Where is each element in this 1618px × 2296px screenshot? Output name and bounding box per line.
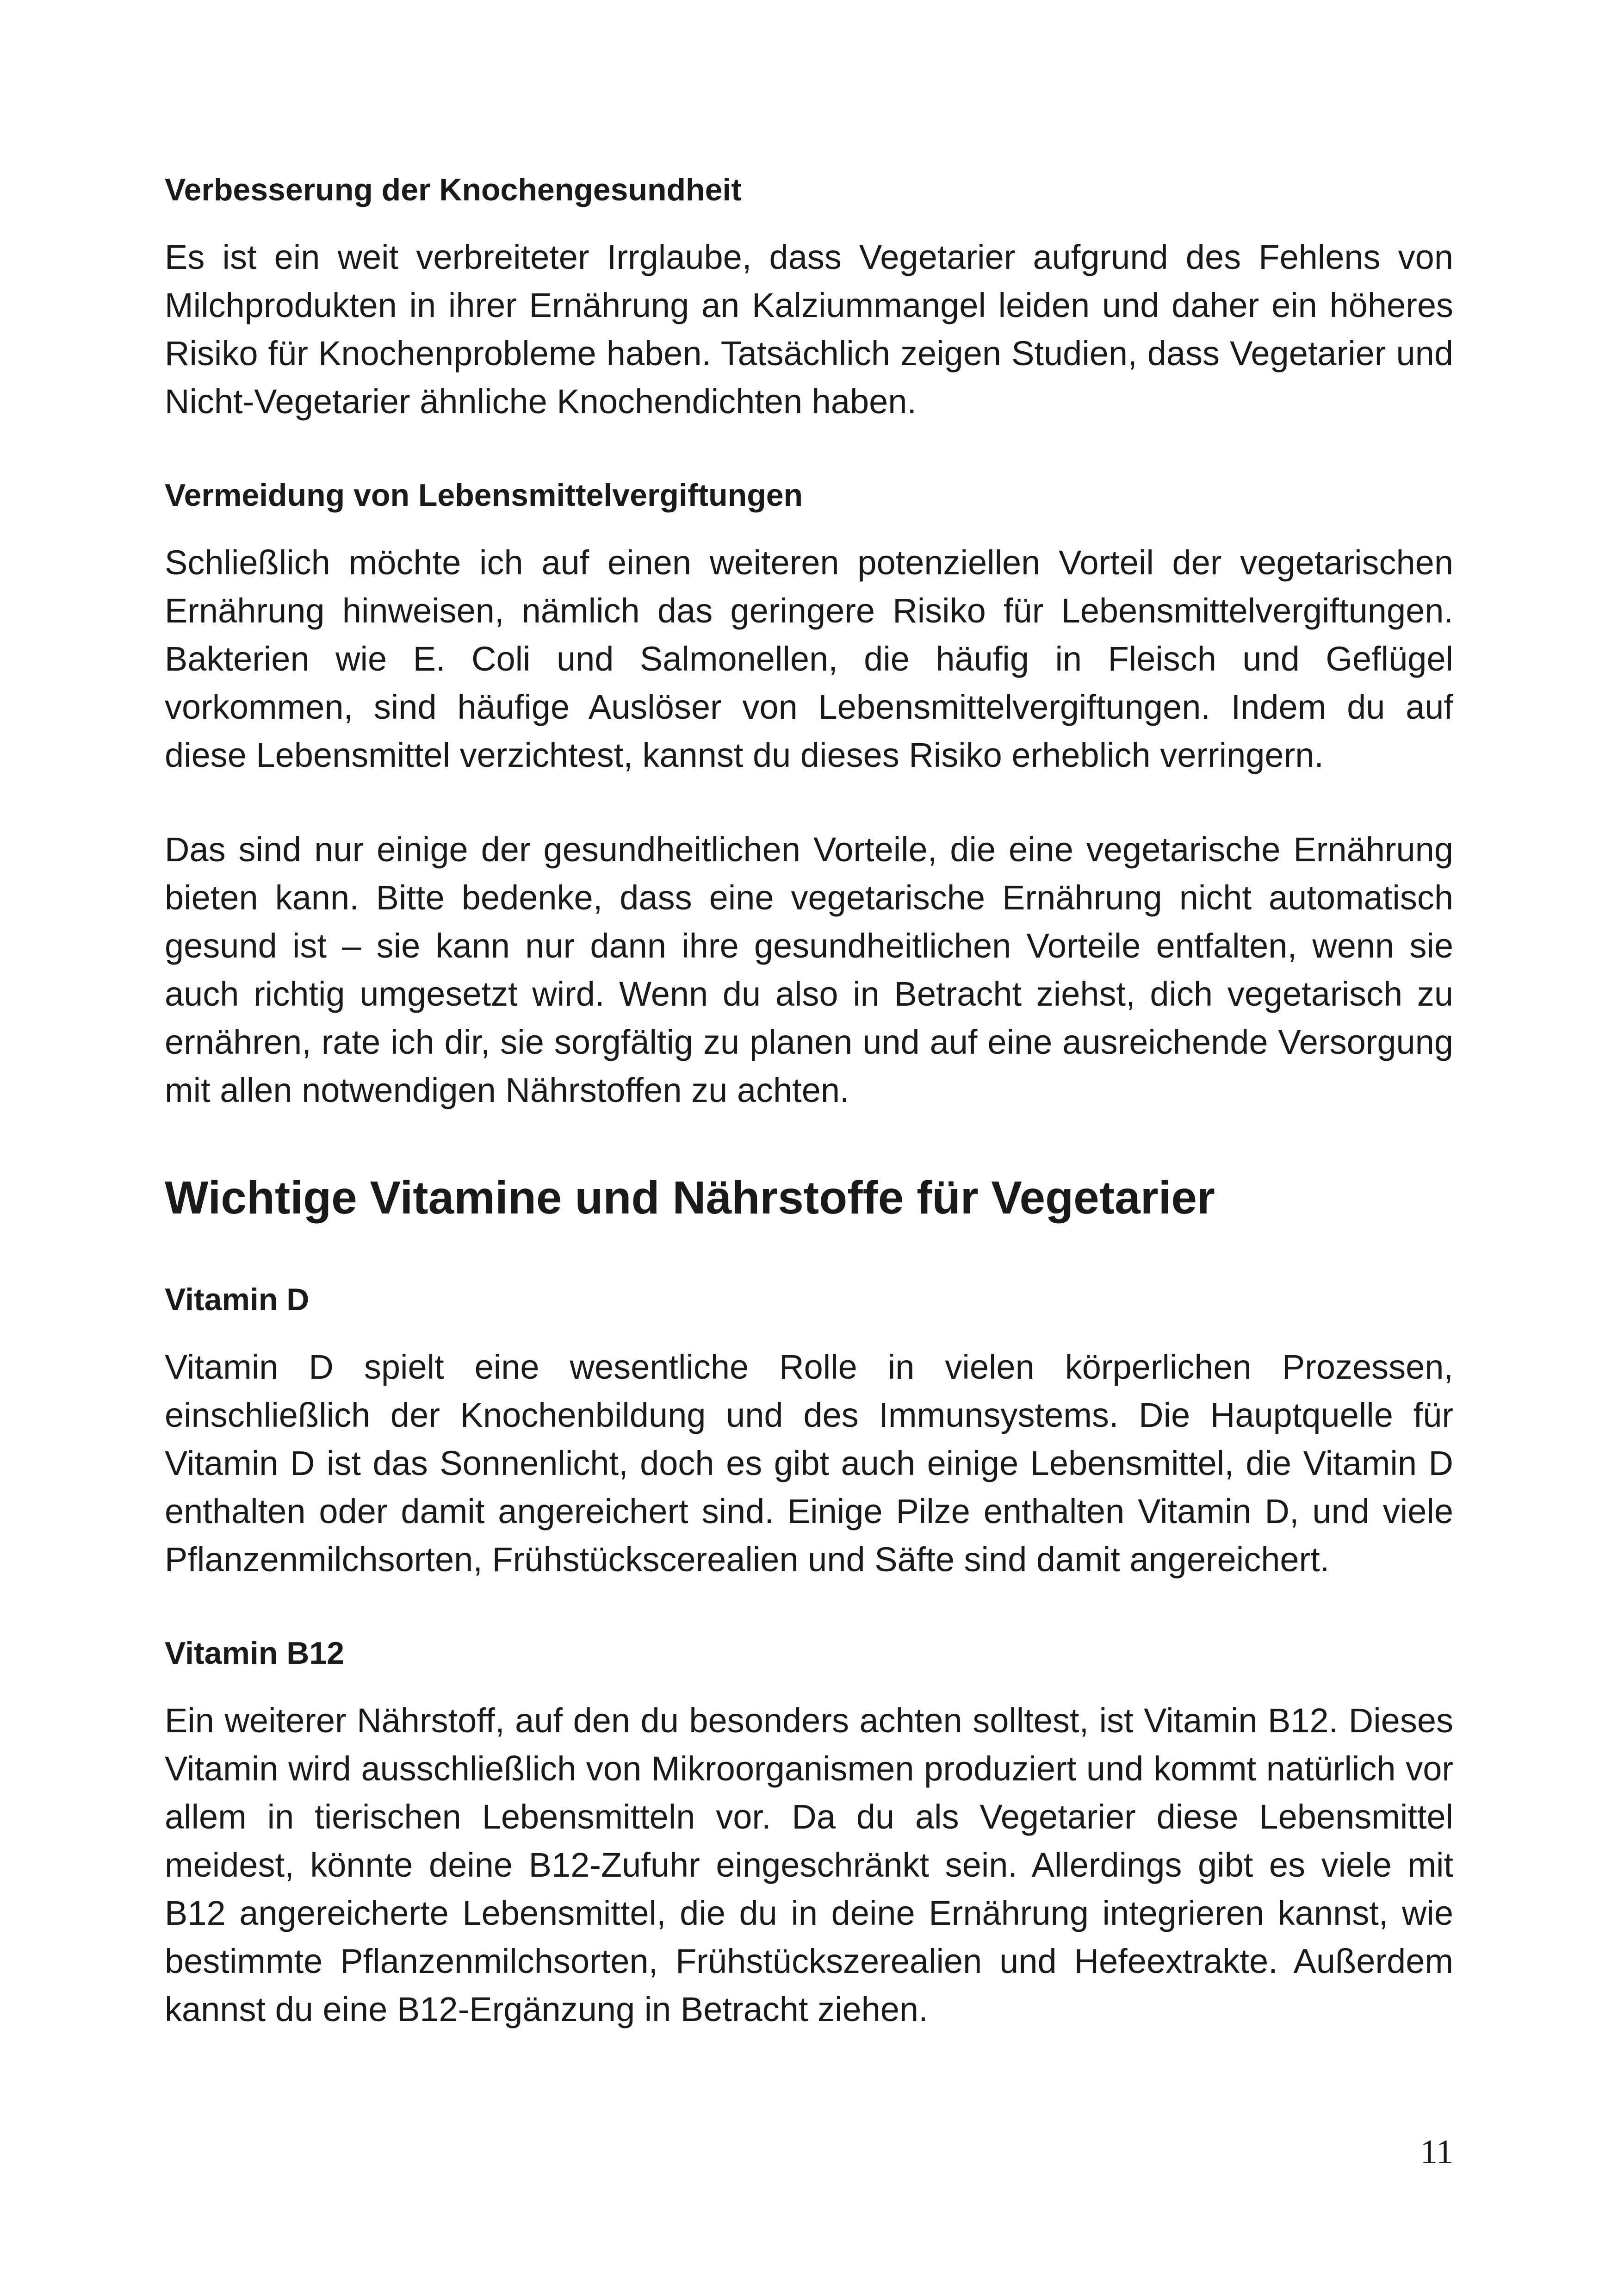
paragraph-vitamin-b12: Ein weiterer Nährstoff, auf den du besonders achten solltest, ist Vitamin B12. Dieses Vitamin wird ausschließlich von Mikroorganismen produziert und kommt natürlich vor allem in tierischen Lebensmitteln vor. Da du als Vegetarier diese Lebensmittel meidest, könnte deine B12-Zufuhr eingeschränkt sein. Allerdings gibt es viele mit B12 angereicherte Lebensmittel, die du in deine Ernährung integrieren kannst, wie bestimmte Pflanzenmilchsorten, Frühstückszerealien und Hefeextrakte. Außerdem kannst du eine B12-Ergänzung in Betracht ziehen. [165, 1701, 1453, 2028]
paragraph-summary: Das sind nur einige der gesundheitlichen Vorteile, die eine vegetarische Ernährung bieten kann. Bitte bedenke, dass eine vegetarische Ernährung nicht automatisch gesund ist – sie kann nur dann ihre gesundheitlichen Vorteile entfalten, wenn sie auch richtig umgesetzt wird. Wenn du also in Betracht ziehst, dich vegetarisch zu ernähren, rate ich dir, sie sorgfältig zu planen und auf eine ausreichende Versorgung mit allen notwendigen Nährstoffen zu achten. [165, 830, 1453, 1109]
paragraph-vitamin-d: Vitamin D spielt eine wesentliche Rolle in vielen körperlichen Prozessen, einschließlich der Knochenbildung und des Immunsystems. Die Hauptquelle für Vitamin D ist das Sonnenlicht, doch es gibt auch einige Lebensmittel, die Vitamin D enthalten oder damit angereichert sind. Einige Pilze enthalten Vitamin D, und viele Pflanzenmilchsorten, Frühstückscerealien und Säfte sind damit angereichert. [165, 1348, 1453, 1579]
page-number: 11 [1420, 2133, 1453, 2171]
paragraph-food-poisoning: Schließlich möchte ich auf einen weiteren potenziellen Vorteil der vegetarischen Ernährung hinweisen, nämlich das geringere Risiko für Lebensmittelvergiftungen. Bakterien wie E. Coli und Salmonellen, die häufig in Fleisch und Geflügel vorkommen, sind häufige Auslöser von Lebensmittelvergiftungen. Indem du auf diese Lebensmittel verzichtest, kannst du dieses Risiko erheblich verringern. [165, 543, 1453, 774]
heading-vitamin-d: Vitamin D [165, 1282, 310, 1317]
heading-vitamin-b12: Vitamin B12 [165, 1636, 345, 1671]
page-content [165, 167, 1453, 2034]
section-title-vitamins: Wichtige Vitamine und Nährstoffe für Vegetarier [165, 1172, 1215, 1224]
heading-bone-health: Verbesserung der Knochengesundheit [165, 172, 742, 207]
paragraph-bone-health: Es ist ein weit verbreiteter Irrglaube, dass Vegetarier aufgrund des Fehlens von Milchprodukten in ihrer Ernährung an Kalziummangel leiden und daher ein höheres Risiko für Knochenprobleme haben. Tatsächlich zeigen Studien, dass Vegetarier und Nicht-Vegetarier ähnliche Knochendichten haben. [165, 238, 1453, 421]
heading-food-poisoning: Vermeidung von Lebensmittelvergiftungen [165, 478, 803, 513]
